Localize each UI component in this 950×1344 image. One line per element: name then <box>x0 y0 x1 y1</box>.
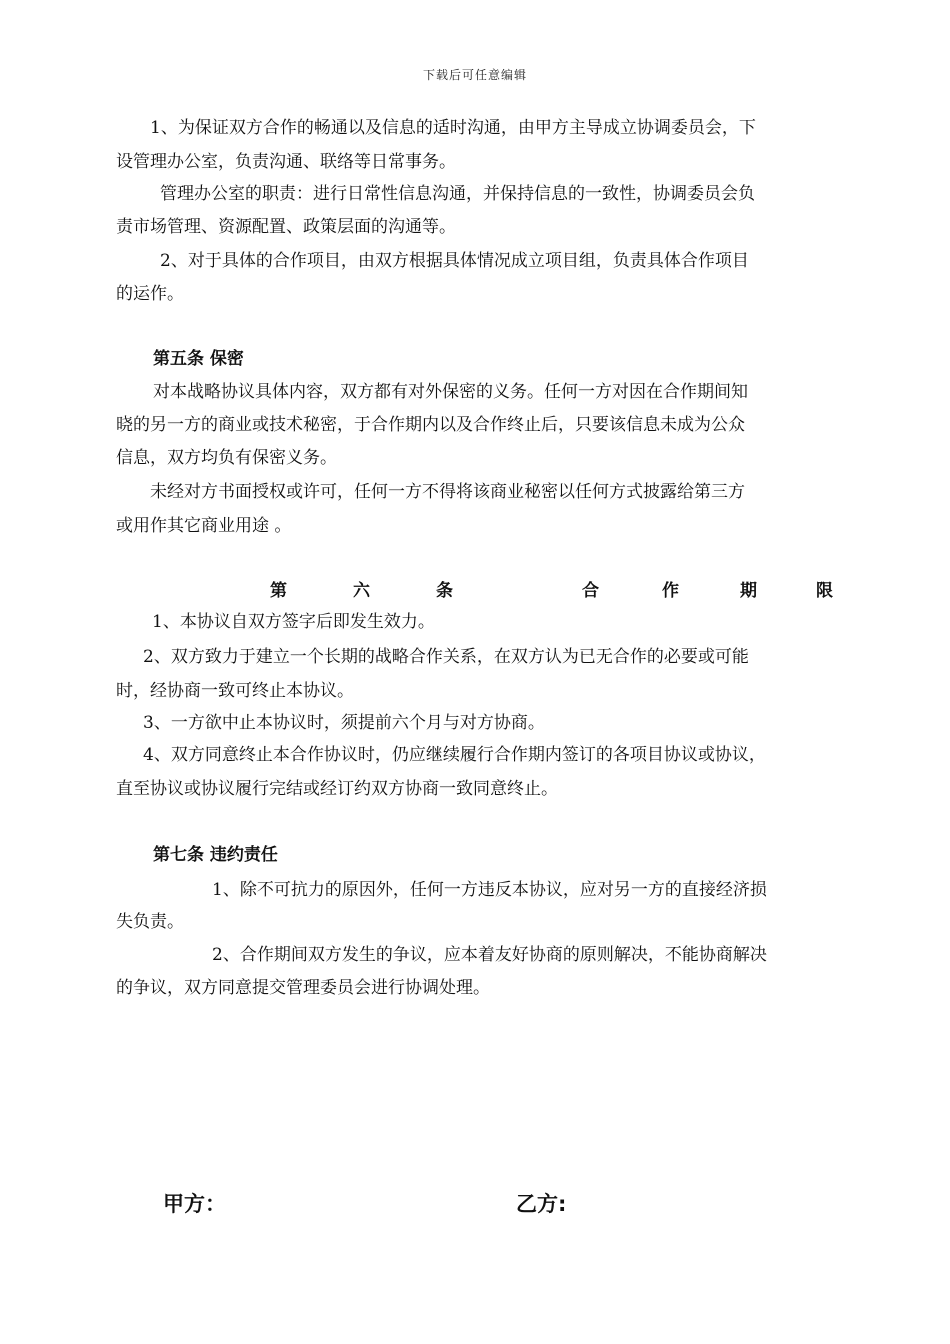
section6-title-char: 限 <box>816 581 833 601</box>
s4-p1-line1: 1、为保证双方合作的畅通以及信息的适时沟通，由甲方主导成立协调委员会，下 <box>150 118 756 138</box>
s6-p3: 3、一方欲中止本协议时，须提前六个月与对方协商。 <box>143 713 545 733</box>
s7-p2-line1: 2、合作期间双方发生的争议，应本着友好协商的原则解决，不能协商解决 <box>212 945 767 965</box>
s7-p1-line2: 失负责。 <box>116 912 184 932</box>
section6-title-char: 条 <box>436 581 453 601</box>
section6-title-char: 第 <box>270 581 287 601</box>
s4-p1-line2: 设管理办公室，负责沟通、联络等日常事务。 <box>116 152 456 172</box>
section6-title-char: 作 <box>662 581 679 601</box>
s5-p1-line2: 晓的另一方的商业或技术秘密，于合作期内以及合作终止后，只要该信息未成为公众 <box>116 415 745 435</box>
s5-p2-line1: 未经对方书面授权或许可，任何一方不得将该商业秘密以任何方式披露给第三方 <box>150 482 745 502</box>
party-a-signature-label: 甲方： <box>163 1192 226 1216</box>
s7-p2-line2: 的争议，双方同意提交管理委员会进行协调处理。 <box>116 978 490 998</box>
section6-title <box>270 576 835 600</box>
s4-p3-line1: 2、对于具体的合作项目，由双方根据具体情况成立项目组，负责具体合作项目 <box>160 251 749 271</box>
s4-p3-line2: 的运作。 <box>116 284 184 304</box>
section6-title-char: 六 <box>353 581 370 601</box>
section6-title-char: 合 <box>582 581 599 601</box>
s6-p1: 1、本协议自双方签字后即发生效力。 <box>152 612 435 632</box>
s5-p1-line1: 对本战略协议具体内容，双方都有对外保密的义务。任何一方对因在合作期间知 <box>153 382 748 402</box>
s4-p2-line2: 责市场管理、资源配置、政策层面的沟通等。 <box>116 217 456 237</box>
s5-p2-line2: 或用作其它商业用途 。 <box>116 516 292 536</box>
s6-p2-line2: 时，经协商一致可终止本协议。 <box>116 681 354 701</box>
section5-title: 第五条 保密 <box>153 349 244 369</box>
s4-p2-line1: 管理办公室的职责：进行日常性信息沟通，并保持信息的一致性，协调委员会负 <box>160 184 755 204</box>
party-b-signature-label: 乙方: <box>516 1192 567 1216</box>
s6-p2-line1: 2、双方致力于建立一个长期的战略合作关系，在双方认为已无合作的必要或可能 <box>143 647 749 667</box>
s6-p4-line1: 4、双方同意终止本合作协议时，仍应继续履行合作期内签订的各项目协议或协议， <box>143 745 766 765</box>
section6-title-char: 期 <box>740 581 757 601</box>
s7-p1-line1: 1、除不可抗力的原因外，任何一方违反本协议，应对另一方的直接经济损 <box>212 880 767 900</box>
section7-title: 第七条 违约责任 <box>153 845 278 865</box>
s5-p1-line3: 信息，双方均负有保密义务。 <box>116 448 337 468</box>
s6-p4-line2: 直至协议或协议履行完结或经订约双方协商一致同意终止。 <box>116 779 558 799</box>
header-note: 下载后可任意编辑 <box>422 68 527 82</box>
